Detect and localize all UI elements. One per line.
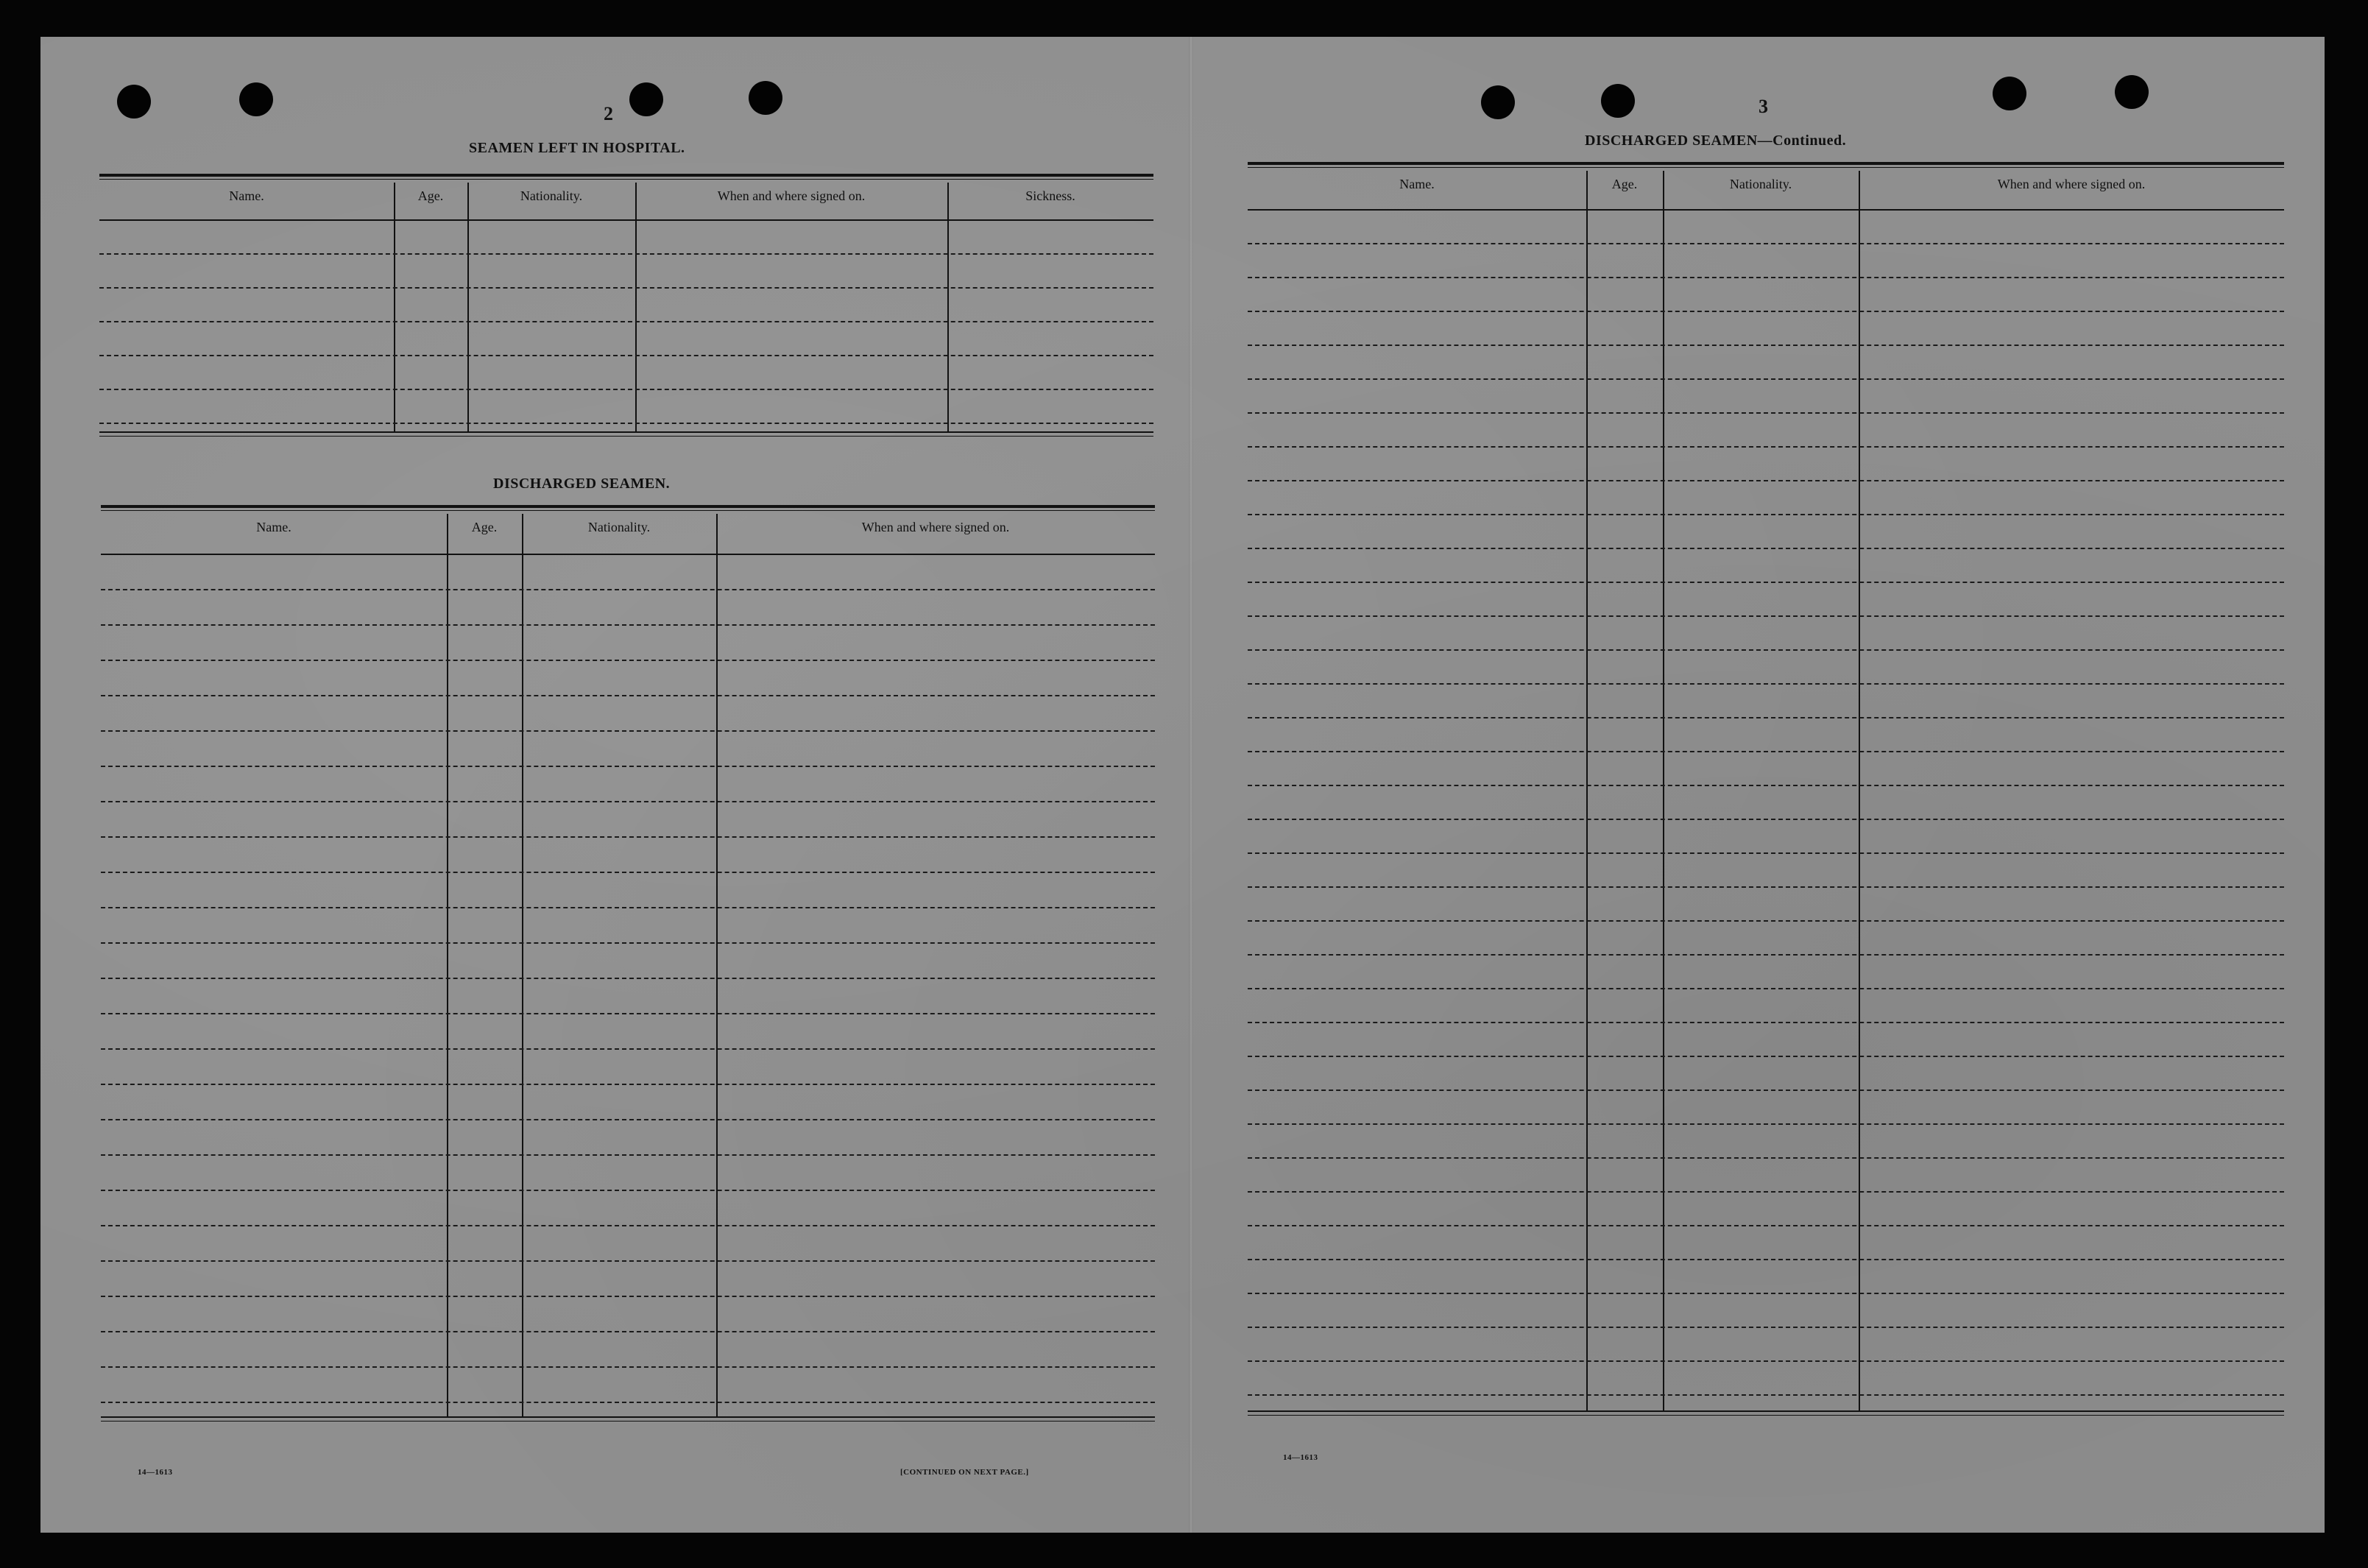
table-top-rule (99, 174, 1153, 177)
table-row (1248, 1191, 2284, 1193)
table-bottom-rule (101, 1416, 1155, 1418)
table-row (1248, 785, 2284, 786)
punch-hole (1993, 77, 2026, 110)
discharged-table-title: DISCHARGED SEAMEN. (493, 476, 671, 492)
table-row (1248, 514, 2284, 515)
column-header: Sickness. (1025, 188, 1075, 203)
table-row (1248, 852, 2284, 854)
table-row (1248, 243, 2284, 244)
table-bottom-rule-thin (101, 1421, 1155, 1422)
column-header: Nationality. (1729, 177, 1792, 191)
table-row (101, 872, 1155, 873)
table-row (1248, 649, 2284, 651)
table-row (1248, 1225, 2284, 1226)
hospital-table-title: SEAMEN LEFT IN HOSPITAL. (469, 140, 685, 156)
table-row (101, 766, 1155, 767)
table-row (101, 1119, 1155, 1120)
column-header: Nationality. (587, 520, 651, 534)
column-divider (635, 183, 637, 431)
table-row (101, 1260, 1155, 1262)
table-top-rule (101, 505, 1155, 508)
discharged-continued-table (1248, 162, 2284, 1481)
table-row (99, 389, 1153, 390)
column-header: When and where signed on. (1997, 177, 2146, 191)
table-row (1248, 819, 2284, 820)
table-bottom-rule (99, 431, 1153, 433)
hospital-table (99, 174, 1153, 490)
table-row (101, 907, 1155, 908)
table-row (1248, 615, 2284, 617)
punch-hole (749, 81, 782, 115)
table-row (1248, 683, 2284, 685)
table-row (99, 321, 1153, 322)
column-header: Name. (256, 520, 291, 534)
table-row (99, 287, 1153, 289)
discharged-table (101, 505, 1155, 1462)
table-row (1248, 954, 2284, 956)
table-row (101, 836, 1155, 838)
column-divider (522, 514, 523, 1416)
table-row (101, 730, 1155, 732)
form-number-left: 14—1613 (138, 1468, 173, 1477)
table-row (1248, 1360, 2284, 1362)
page-number-right: 3 (1759, 96, 1768, 117)
table-row (101, 978, 1155, 979)
table-row (1248, 1090, 2284, 1091)
table-row (101, 624, 1155, 626)
table-row (101, 1048, 1155, 1050)
table-row (1248, 582, 2284, 583)
table-row (1248, 1293, 2284, 1294)
page-number-left: 2 (604, 103, 613, 124)
continued-table-title: DISCHARGED SEAMEN—Continued. (1585, 133, 1847, 149)
punch-hole (1481, 85, 1515, 119)
header-bottom-rule (101, 554, 1155, 555)
table-top-rule-thin (99, 179, 1153, 180)
column-divider (716, 514, 718, 1416)
table-top-rule-thin (1248, 167, 2284, 168)
table-row (101, 1402, 1155, 1403)
continued-note: [CONTINUED ON NEXT PAGE.] (900, 1468, 1029, 1477)
table-row (101, 1013, 1155, 1014)
table-top-rule (1248, 162, 2284, 165)
header-bottom-rule (99, 219, 1153, 221)
table-row (1248, 548, 2284, 549)
column-divider (947, 183, 949, 431)
table-row (99, 253, 1153, 255)
table-row (1248, 886, 2284, 888)
table-row (1248, 378, 2284, 380)
column-header: Age. (417, 188, 444, 203)
table-bottom-rule-thin (99, 436, 1153, 437)
table-row (101, 801, 1155, 802)
column-divider (447, 514, 448, 1416)
column-header: Name. (1399, 177, 1435, 191)
table-row (1248, 480, 2284, 481)
column-divider (394, 183, 395, 431)
table-row (101, 1084, 1155, 1085)
center-fold (1189, 37, 1193, 1533)
table-row (101, 1154, 1155, 1156)
table-row (101, 1225, 1155, 1226)
column-header: Age. (1611, 177, 1638, 191)
table-row (1248, 717, 2284, 718)
column-header: When and where signed on. (717, 188, 866, 203)
column-header: Age. (471, 520, 498, 534)
punch-hole (2115, 75, 2149, 109)
table-row (101, 660, 1155, 661)
table-row (101, 1190, 1155, 1191)
table-row (1248, 345, 2284, 346)
table-row (1248, 1394, 2284, 1396)
table-bottom-rule-thin (1248, 1415, 2284, 1416)
punch-hole (629, 82, 663, 116)
table-row (1248, 988, 2284, 989)
table-row (101, 1296, 1155, 1297)
table-row (1248, 311, 2284, 312)
form-number-right: 14—1613 (1283, 1453, 1318, 1462)
table-row (101, 1366, 1155, 1368)
table-row (1248, 1327, 2284, 1328)
table-row (1248, 1157, 2284, 1159)
table-row (1248, 446, 2284, 448)
table-row (101, 1331, 1155, 1332)
table-row (99, 423, 1153, 424)
punch-hole (239, 82, 273, 116)
table-row (1248, 920, 2284, 922)
table-row (1248, 412, 2284, 414)
table-row (1248, 1259, 2284, 1260)
table-top-rule-thin (101, 510, 1155, 511)
table-row (101, 695, 1155, 696)
table-row (101, 589, 1155, 590)
punch-hole (117, 85, 151, 119)
column-header: Nationality. (520, 188, 583, 203)
table-row (101, 942, 1155, 944)
table-bottom-rule (1248, 1410, 2284, 1412)
column-header: Name. (229, 188, 264, 203)
table-row (1248, 751, 2284, 752)
table-row (1248, 1123, 2284, 1125)
punch-hole (1601, 84, 1635, 118)
header-bottom-rule (1248, 209, 2284, 211)
column-divider (467, 183, 469, 431)
table-row (1248, 1022, 2284, 1023)
table-row (1248, 277, 2284, 278)
table-row (99, 355, 1153, 356)
column-header: When and where signed on. (861, 520, 1010, 534)
table-row (1248, 1056, 2284, 1057)
document-sheet (40, 37, 2325, 1533)
